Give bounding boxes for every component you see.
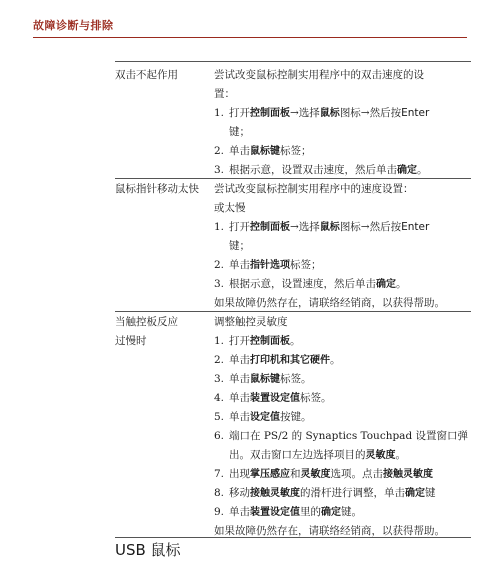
header-divider [33, 37, 467, 38]
step-item: 3. 单击鼠标键标签。 [214, 373, 312, 385]
step-item: 3. 根据示意，设置双击速度，然后单击确定。 [214, 164, 428, 176]
table-divider [115, 311, 471, 312]
row-body-pointer-speed [214, 180, 472, 313]
page-header: 故障诊断与排除 [33, 19, 114, 32]
step-item: 9. 单击装置设定值里的确定键。 [214, 506, 362, 518]
table-divider [115, 61, 471, 62]
intro-line: 尝试改变鼠标控制实用程序中的双击速度的设 [214, 69, 424, 81]
help-note: 如果故障仍然存在，请联络经销商，以获得帮助。 [214, 525, 445, 537]
step-item: 6. 端口在 PS/2 的 Synaptics Touchpad 设置窗口弹 [214, 430, 468, 442]
row-body-touchpad [214, 313, 472, 541]
step-item: 5. 单击设定值按键。 [214, 411, 312, 423]
step-continuation: 键； [229, 126, 250, 138]
help-note: 如果故障仍然存在，请联络经销商，以获得帮助。 [214, 297, 445, 309]
intro-line: 或太慢 [214, 202, 246, 214]
step-item: 2. 单击指针选项标签； [214, 259, 322, 271]
step-item: 2. 单击打印机和其它硬件。 [214, 354, 341, 366]
step-item: 1. 打开控制面板→选择鼠标图标→然后按Enter [214, 221, 430, 233]
step-item: 1. 打开控制面板。 [214, 335, 301, 347]
step-item: 2. 单击鼠标键标签； [214, 145, 312, 157]
step-continuation: 出。双击窗口左边选择项目的灵敏度。 [229, 449, 406, 461]
step-item: 8. 移动接触灵敏度的滑杆进行调整，单击确定键 [214, 487, 436, 499]
row-label-double-click: 双击不起作用 [115, 69, 178, 81]
table-divider [115, 178, 471, 179]
row-label-touchpad: 当触控板反应 过慢时 [115, 316, 178, 347]
step-item: 1. 打开控制面板→选择鼠标图标→然后按Enter [214, 107, 430, 119]
row-body-double-click [214, 66, 472, 180]
step-item: 3. 根据示意，设置速度，然后单击确定。 [214, 278, 407, 290]
section-title: USB 鼠标 [115, 541, 181, 559]
step-continuation: 键； [229, 240, 250, 252]
intro-line: 调整触控灵敏度 [214, 316, 288, 328]
table-divider [115, 537, 471, 538]
step-item: 7. 出现掌压感应和灵敏度选项。点击接触灵敏度 [214, 468, 433, 480]
row-label-pointer-speed: 鼠标指针移动太快 [115, 183, 199, 195]
step-item: 4. 单击装置设定值标签。 [214, 392, 332, 404]
intro-line: 置： [214, 88, 235, 100]
intro-line: 尝试改变鼠标控制实用程序中的速度设置： [214, 183, 414, 195]
